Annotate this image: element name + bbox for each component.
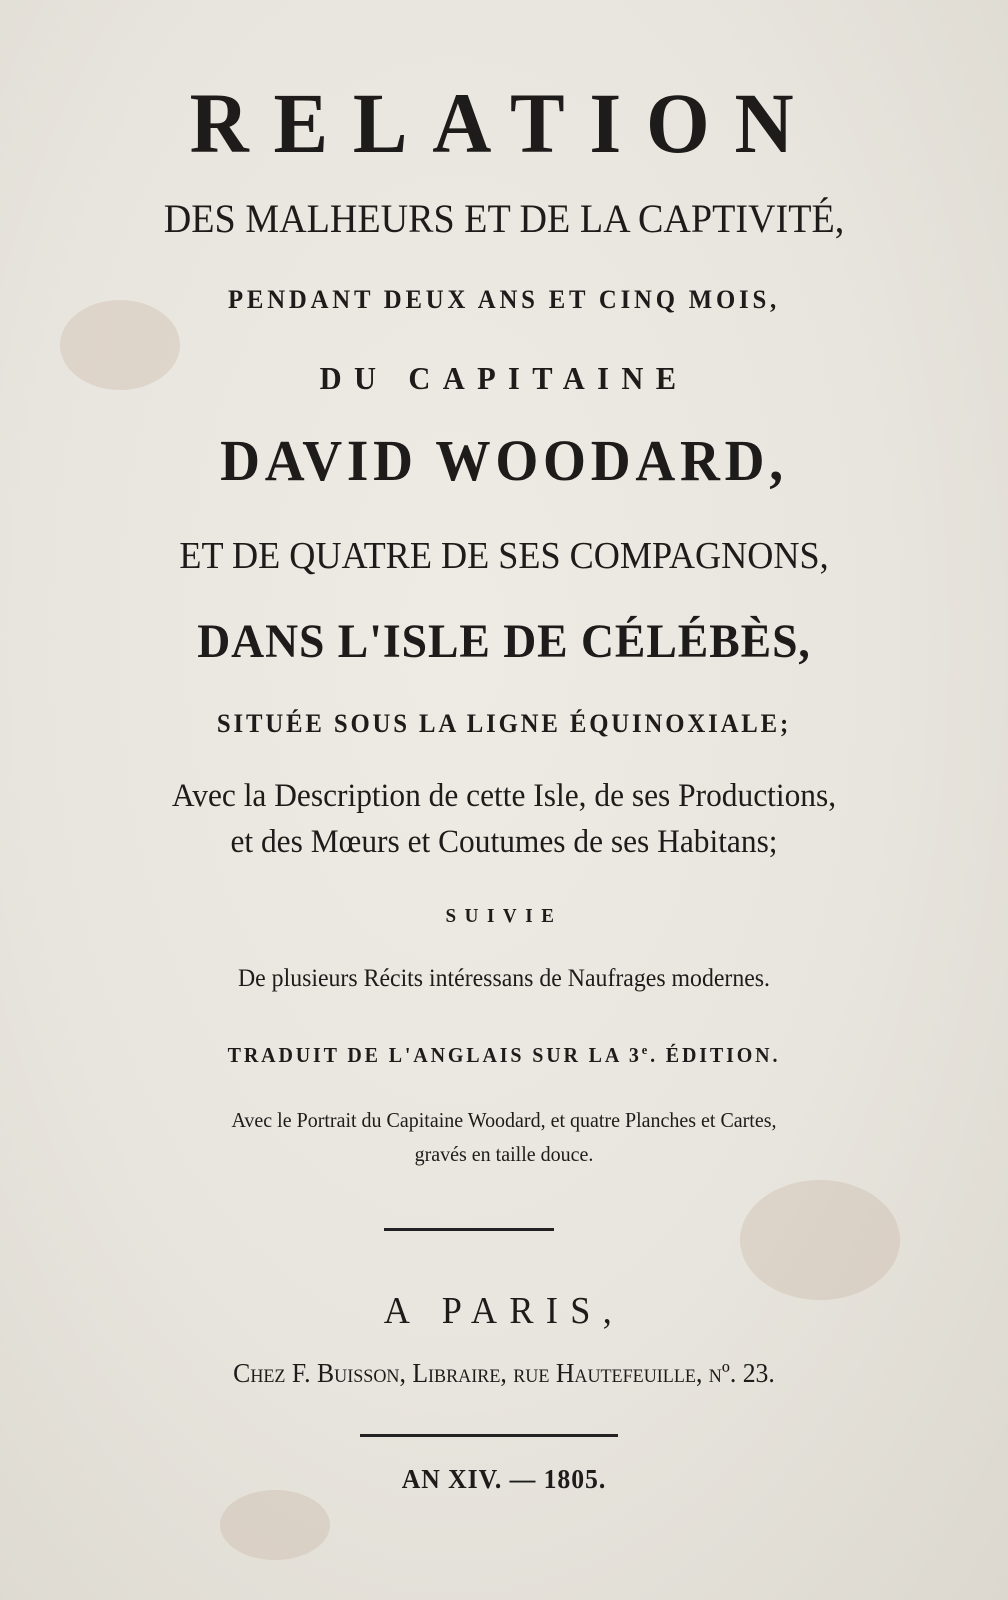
place-of-publication: A PARIS, [383, 1290, 625, 1332]
upper-rule [384, 1228, 554, 1231]
translation-note [24, 1043, 984, 1066]
publication-date: AN XIV. — 1805. [401, 1464, 607, 1494]
engraving-note: gravés en taille douce. [414, 1142, 594, 1166]
main-title: RELATION [189, 75, 819, 171]
shipwreck-accounts: De plusieurs Récits intéressans de Naufrages modernes. [237, 965, 771, 992]
suivie-label: SUIVIE [445, 905, 563, 927]
translation-prefix: TRADUIT DE L'ANGLAIS SUR LA 3 [227, 1043, 642, 1067]
description-line-1: Avec la Description de cette Isle, de ses Productions, [171, 778, 837, 814]
subtitle-equator: SITUÉE SOUS LA LIGNE ÉQUINOXIALE; [216, 709, 792, 738]
subtitle-captivity: DES MALHEURS ET DE LA CAPTIVITÉ, [163, 196, 845, 241]
publisher-line: Chez F. Buisson, Libraire, rue Hautefeuille, nº. 23. [233, 1358, 775, 1388]
description-line-2: et des Mœurs et Coutumes de ses Habitans; [230, 824, 778, 860]
subtitle-duration: PENDANT DEUX ANS ET CINQ MOIS, [227, 285, 781, 314]
portrait-note: Avec le Portrait du Capitaine Woodard, et quatre Planches et Cartes, [231, 1108, 777, 1132]
lower-rule [360, 1434, 618, 1437]
subtitle-island: DANS L'ISLE DE CÉLÉBÈS, [197, 615, 811, 668]
subtitle-companions: ET DE QUATRE DE SES COMPAGNONS, [179, 535, 829, 577]
translation-suffix: . ÉDITION. [650, 1043, 781, 1067]
subtitle-captain: DU CAPITAINE [319, 360, 689, 396]
translation-superscript: e [641, 1042, 651, 1057]
captain-name: DAVID WOODARD, [220, 428, 788, 493]
